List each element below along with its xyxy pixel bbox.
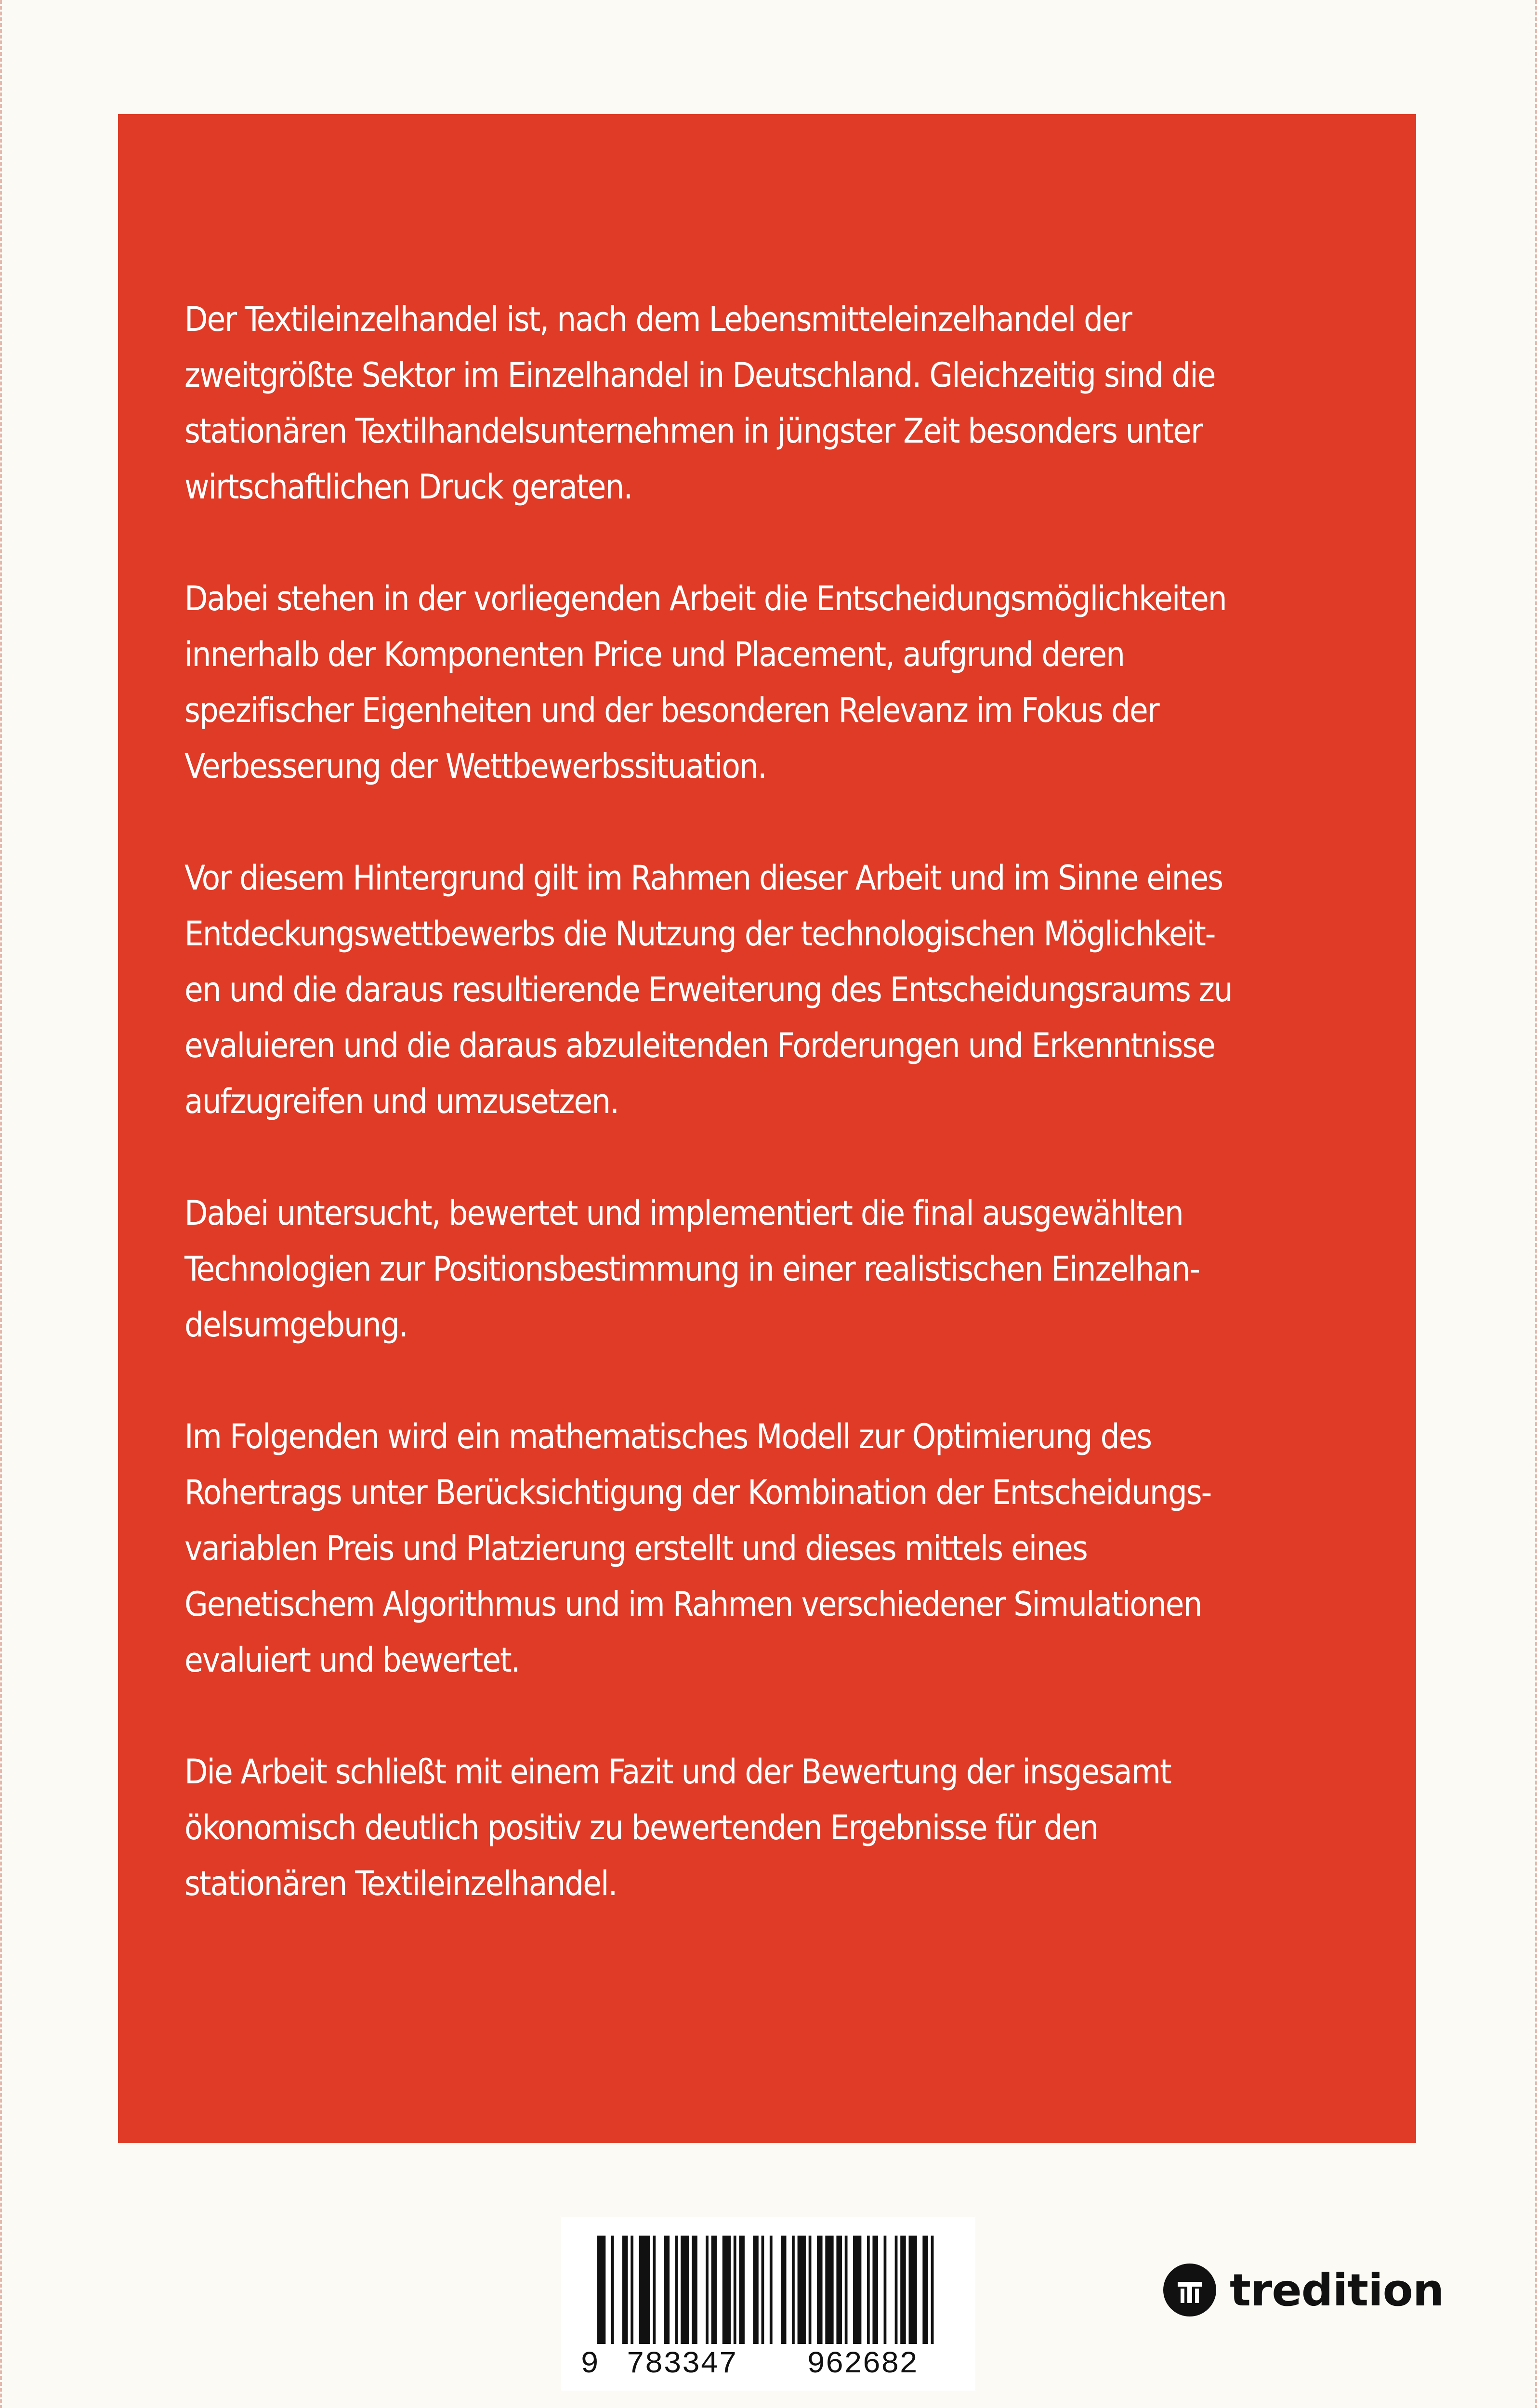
barcode-bar [753, 2236, 759, 2344]
barcode-bar [770, 2236, 773, 2344]
blurb-line: stationären Textileinzelhandel. [184, 1864, 617, 1903]
blurb-line: stationären Textilhandelsunternehmen in jüngster Zeit besonders unter [184, 411, 1202, 451]
barcode-bar [845, 2236, 848, 2344]
blurb-line: Dabei untersucht, bewertet und implementiert die final ausgewählten [184, 1193, 1183, 1233]
barcode-bar [809, 2236, 812, 2344]
barcode-bar [639, 2236, 650, 2344]
blurb-line: Die Arbeit schließt mit einem Fazit und der Bewertung der insgesamt [184, 1752, 1171, 1792]
tredition-logo-icon [1163, 2264, 1216, 2316]
barcode-bar [909, 2236, 917, 2344]
barcode-bar [792, 2236, 795, 2344]
barcode-bar [611, 2236, 614, 2344]
blurb-paragraph [184, 1744, 1350, 1911]
blurb-line: en und die daraus resultierende Erweiterung des Entscheidungsraums zu [184, 970, 1232, 1009]
blurb-line: Genetischem Algorithmus und im Rahmen verschiedener Simulationen [184, 1584, 1202, 1624]
blurb-paragraph [184, 291, 1350, 515]
blurb-line: Verbesserung der Wettbewerbssituation. [184, 746, 766, 786]
blurb-paragraph [184, 1409, 1350, 1688]
blurb-line: ökonomisch deutlich positiv zu bewertenden Ergebnisse für den [184, 1808, 1098, 1847]
barcode-bar [653, 2236, 656, 2344]
blurb-paragraph [184, 850, 1350, 1129]
blurb-line: innerhalb der Komponenten Price und Placement, aufgrund deren [184, 635, 1125, 674]
barcode-bar [711, 2236, 717, 2344]
barcode-bar [853, 2236, 861, 2344]
barcode-bar [631, 2236, 633, 2344]
blurb-paragraph [184, 571, 1350, 794]
barcode-digit-first: 9 [580, 2347, 599, 2382]
blurb-line: Der Textileinzelhandel ist, nach dem Lebensmitteleinzelhandel der [184, 300, 1131, 339]
barcode-bar [817, 2236, 823, 2344]
barcode-bar [762, 2236, 764, 2344]
publisher-branding [1163, 2264, 1444, 2316]
barcode-bar [723, 2236, 731, 2344]
barcode-bar [836, 2236, 842, 2344]
barcode-bar [931, 2236, 934, 2344]
blurb-line: Entdeckungswettbewerbs die Nutzung der technologischen Möglichkeit- [184, 914, 1215, 954]
blurb-line: Vor diesem Hintergrund gilt im Rahmen dieser Arbeit und im Sinne eines [184, 858, 1223, 898]
barcode-bar [622, 2236, 628, 2344]
blurb-line: wirtschaftlichen Druck geraten. [184, 467, 632, 507]
blurb-line: Dabei stehen in der vorliegenden Arbeit die Entscheidungsmöglichkeiten [184, 579, 1226, 618]
barcode-bar [706, 2236, 709, 2344]
publisher-name: tredition [1230, 2264, 1444, 2316]
barcode-bars [597, 2236, 939, 2344]
barcode-bar [884, 2236, 887, 2344]
blurb-line: spezifischer Eigenheiten und der besonderen Relevanz im Fokus der [184, 691, 1159, 730]
barcode-bar [895, 2236, 898, 2344]
barcode-bar [675, 2236, 678, 2344]
blurb-line: evaluieren und die daraus abzuleitenden Forderungen und Erkenntnisse [184, 1026, 1215, 1065]
blurb-line: zweitgrößte Sektor im Einzelhandel in Deutschland. Gleichzeitig sind die [184, 355, 1215, 395]
barcode-bar [798, 2236, 806, 2344]
isbn-barcode [561, 2217, 975, 2391]
barcode-bar [734, 2236, 736, 2344]
barcode-bar [681, 2236, 689, 2344]
barcode-bar [867, 2236, 870, 2344]
blurb-line: Im Folgenden wird ein mathematisches Modell zur Optimierung des [184, 1417, 1152, 1456]
barcode-bar [872, 2236, 878, 2344]
barcode-bar [739, 2236, 745, 2344]
blurb-line: aufzugreifen und umzusetzen. [184, 1082, 619, 1121]
barcode-bar [781, 2236, 787, 2344]
blurb-text [184, 291, 1350, 1967]
blurb-line: variablen Preis und Platzierung erstellt und dieses mittels eines [184, 1529, 1087, 1568]
barcode-bar [922, 2236, 928, 2344]
blurb-line: delsumgebung. [184, 1305, 407, 1345]
barcode-digits [580, 2347, 956, 2381]
barcode-digits-left: 783347 [626, 2347, 737, 2382]
barcode-digits-right: 962682 [807, 2347, 918, 2382]
blurb-line: Technologien zur Positionsbestimmung in einer realistischen Einzelhan- [184, 1249, 1199, 1289]
blurb-line: Rohertrags unter Berücksichtigung der Kombination der Entscheidungs- [184, 1473, 1211, 1512]
barcode-bar [900, 2236, 906, 2344]
barcode-bar [692, 2236, 697, 2344]
barcode-bar [597, 2236, 605, 2344]
barcode-bar [664, 2236, 670, 2344]
barcode-bar [825, 2236, 833, 2344]
blurb-paragraph [184, 1185, 1350, 1353]
blurb-line: evaluiert und bewertet. [184, 1640, 520, 1680]
